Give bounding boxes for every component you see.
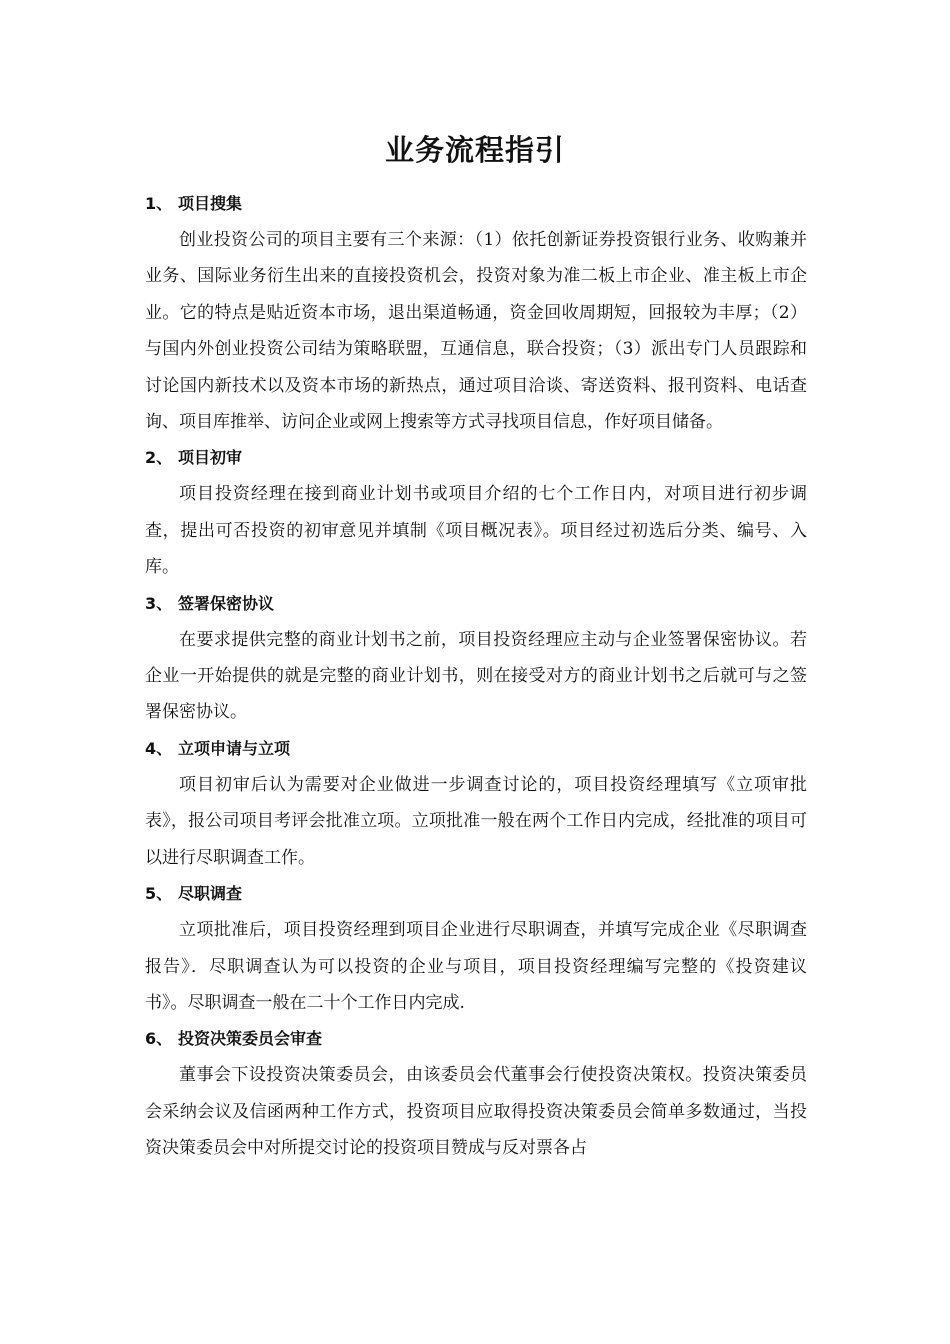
section-investment-committee-review (145, 1021, 807, 1166)
section-due-diligence (145, 876, 807, 1021)
section-heading (145, 731, 807, 767)
section-number: 1、 (145, 194, 173, 213)
section-number: 6、 (145, 1029, 173, 1049)
section-paragraph: 立项批准后，项目投资经理到项目企业进行尽职调查，并填写完成企业《尽职调查报告》．尽职调查认为可以投资的企业与项目，项目投资经理编写完整的《投资建议书》。尽职调查一般在二十个工作日内完成. (145, 920, 807, 1013)
section-heading-text: 立项申请与立项 (178, 738, 291, 758)
section-number: 5、 (145, 884, 173, 904)
section-heading (145, 186, 807, 222)
section-number: 3、 (145, 593, 173, 613)
section-project-collection (145, 186, 807, 440)
section-heading-text: 项目搜集 (178, 194, 243, 213)
section-heading-text: 投资决策委员会审查 (178, 1029, 323, 1049)
section-paragraph: 在要求提供完整的商业计划书之前，项目投资经理应主动与企业签署保密协议。若企业一开始提供的就是完整的商业计划书，则在接受对方的商业计划书之后就可与之签署保密协议。 (145, 629, 807, 723)
section-confidentiality-agreement (145, 586, 807, 731)
section-number: 4、 (145, 738, 173, 758)
document-body (145, 186, 807, 1167)
section-paragraph: 项目初审后认为需要对企业做进一步调查讨论的，项目投资经理填写《立项审批表》，报公司项目考评会批准立项。立项批准一般在两个工作日内完成，经批准的项目可以进行尽职调查工作。 (145, 774, 807, 868)
document-title: 业务流程指引 (384, 133, 565, 167)
section-project-approval (145, 731, 807, 876)
section-heading (145, 1021, 807, 1057)
section-heading-text: 签署保密协议 (178, 593, 275, 613)
section-number: 2、 (145, 448, 173, 468)
section-heading-text: 尽职调查 (178, 884, 243, 904)
section-paragraph: 董事会下设投资决策委员会，由该委员会代董事会行使投资决策权。投资决策委员会采纳会议及信函两种工作方式，投资项目应取得投资决策委员会简单多数通过，当投资决策委员会中对所提交讨论的投资项目赞成与反对票各占 (145, 1065, 807, 1159)
section-initial-review (145, 440, 807, 585)
section-heading (145, 586, 807, 622)
section-heading (145, 876, 807, 912)
section-paragraph: 创业投资公司的项目主要有三个来源：（1）依托创新证券投资银行业务、收购兼并业务、国际业务衍生出来的直接投资机会，投资对象为准二板上市企业、准主板上市企业。它的特点是贴近资本市场，退出渠道畅通，资金回收周期短，回报较为丰厚；（2）与国内外创业投资公司结为策略联盟，互通信息，联合投资；（3）派出专门人员跟踪和讨论国内新技术以及资本市场的新热点，通过项目洽谈、寄送资料、报刊资料、电话查询、项目库推举、访问企业或网上搜索等方式寻找项目信息，作好项目储备。 (145, 230, 807, 433)
section-heading (145, 440, 807, 476)
section-heading-text: 项目初审 (178, 448, 243, 468)
section-paragraph: 项目投资经理在接到商业计划书或项目介绍的七个工作日内，对项目进行初步调查，提出可否投资的初审意见并填制《项目概况表》。项目经过初选后分类、编号、入库。 (145, 484, 807, 578)
